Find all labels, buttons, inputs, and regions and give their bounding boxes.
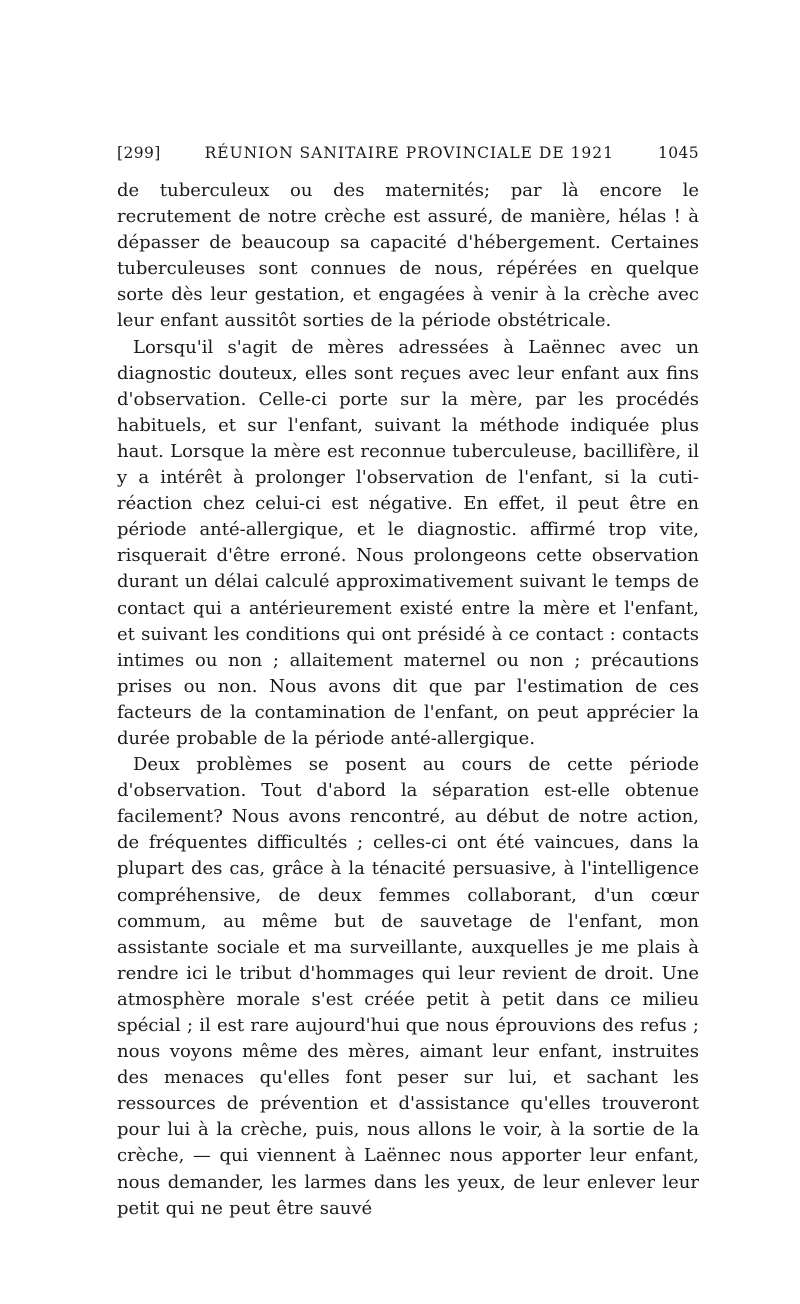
running-header	[117, 144, 699, 166]
page-number: 1045	[657, 144, 699, 162]
body-text	[117, 178, 699, 1222]
running-title: RÉUNION SANITAIRE PROVINCIALE DE 1921	[204, 144, 615, 162]
paragraph-2: Lorsqu'il s'agit de mères adressées à Laënnec avec un diagnostic douteux, elles sont reçues avec leur enfant aux fins d'observation. Celle-ci porte sur la mère, par les procédés habituels, et sur l'enfant, suivant la méthode indiquée plus haut. Lorsque la mère est reconnue tuberculeuse, bacillifère, il y a intérêt à prolonger l'observation de l'enfant, si la cuti-réaction chez celui-ci est négative. En effet, il peut être en période anté-allergique, et le diagnostic. affirmé trop vite, risquerait d'être erroné. Nous prolongeons cette observation durant un délai calculé approximativement suivant le temps de contact qui a antérieurement existé entre la mère et l'enfant, et suivant les conditions qui ont présidé à ce contact : contacts intimes ou non ; allaitement maternel ou non ; précautions prises ou non. Nous avons dit que par l'estimation de ces facteurs de la contamination de l'enfant, on peut apprécier la durée probable de la période anté-allergique.	[117, 336, 699, 749]
paragraph-1: de tuberculeux ou des maternités; par là encore le recrutement de notre crèche est assuré, de manière, hélas ! à dépasser de beaucoup sa capacité d'hébergement. Certaines tuberculeuses sont connues de nous, répérées en quelque sorte dès leur gestation, et engagées à venir à la crèche avec leur enfant aussitôt sorties de la période obstétricale.	[117, 180, 699, 332]
document-page	[117, 144, 699, 1222]
page-reference: [299]	[117, 144, 161, 162]
paragraph-3: Deux problèmes se posent au cours de cette période d'observation. Tout d'abord la séparation est-elle obtenue facilement? Nous avons rencontré, au début de notre action, de fréquentes difficultés ; celles-ci ont été vaincues, dans la plupart des cas, grâce à la ténacité persuasive, à l'intelligence compréhensive, de deux femmes collaborant, d'un cœur commum, au même but de sauvetage de l'enfant, mon assistante sociale et ma surveillante, auxquelles je me plais à rendre ici le tribut d'hommages qui leur revient de droit. Une atmosphère morale s'est créée petit à petit dans ce milieu spécial ; il est rare aujourd'hui que nous éprouvions des refus ; nous voyons même des mères, aimant leur enfant, instruites des menaces qu'elles font peser sur lui, et sachant les ressources de prévention et d'assistance qu'elles trouveront pour lui à la crèche, puis, nous allons le voir, à la sortie de la crèche, — qui viennent à Laënnec nous apporter leur enfant, nous demander, les larmes dans les yeux, de leur enlever leur petit qui ne peut être sauvé	[117, 754, 699, 1219]
